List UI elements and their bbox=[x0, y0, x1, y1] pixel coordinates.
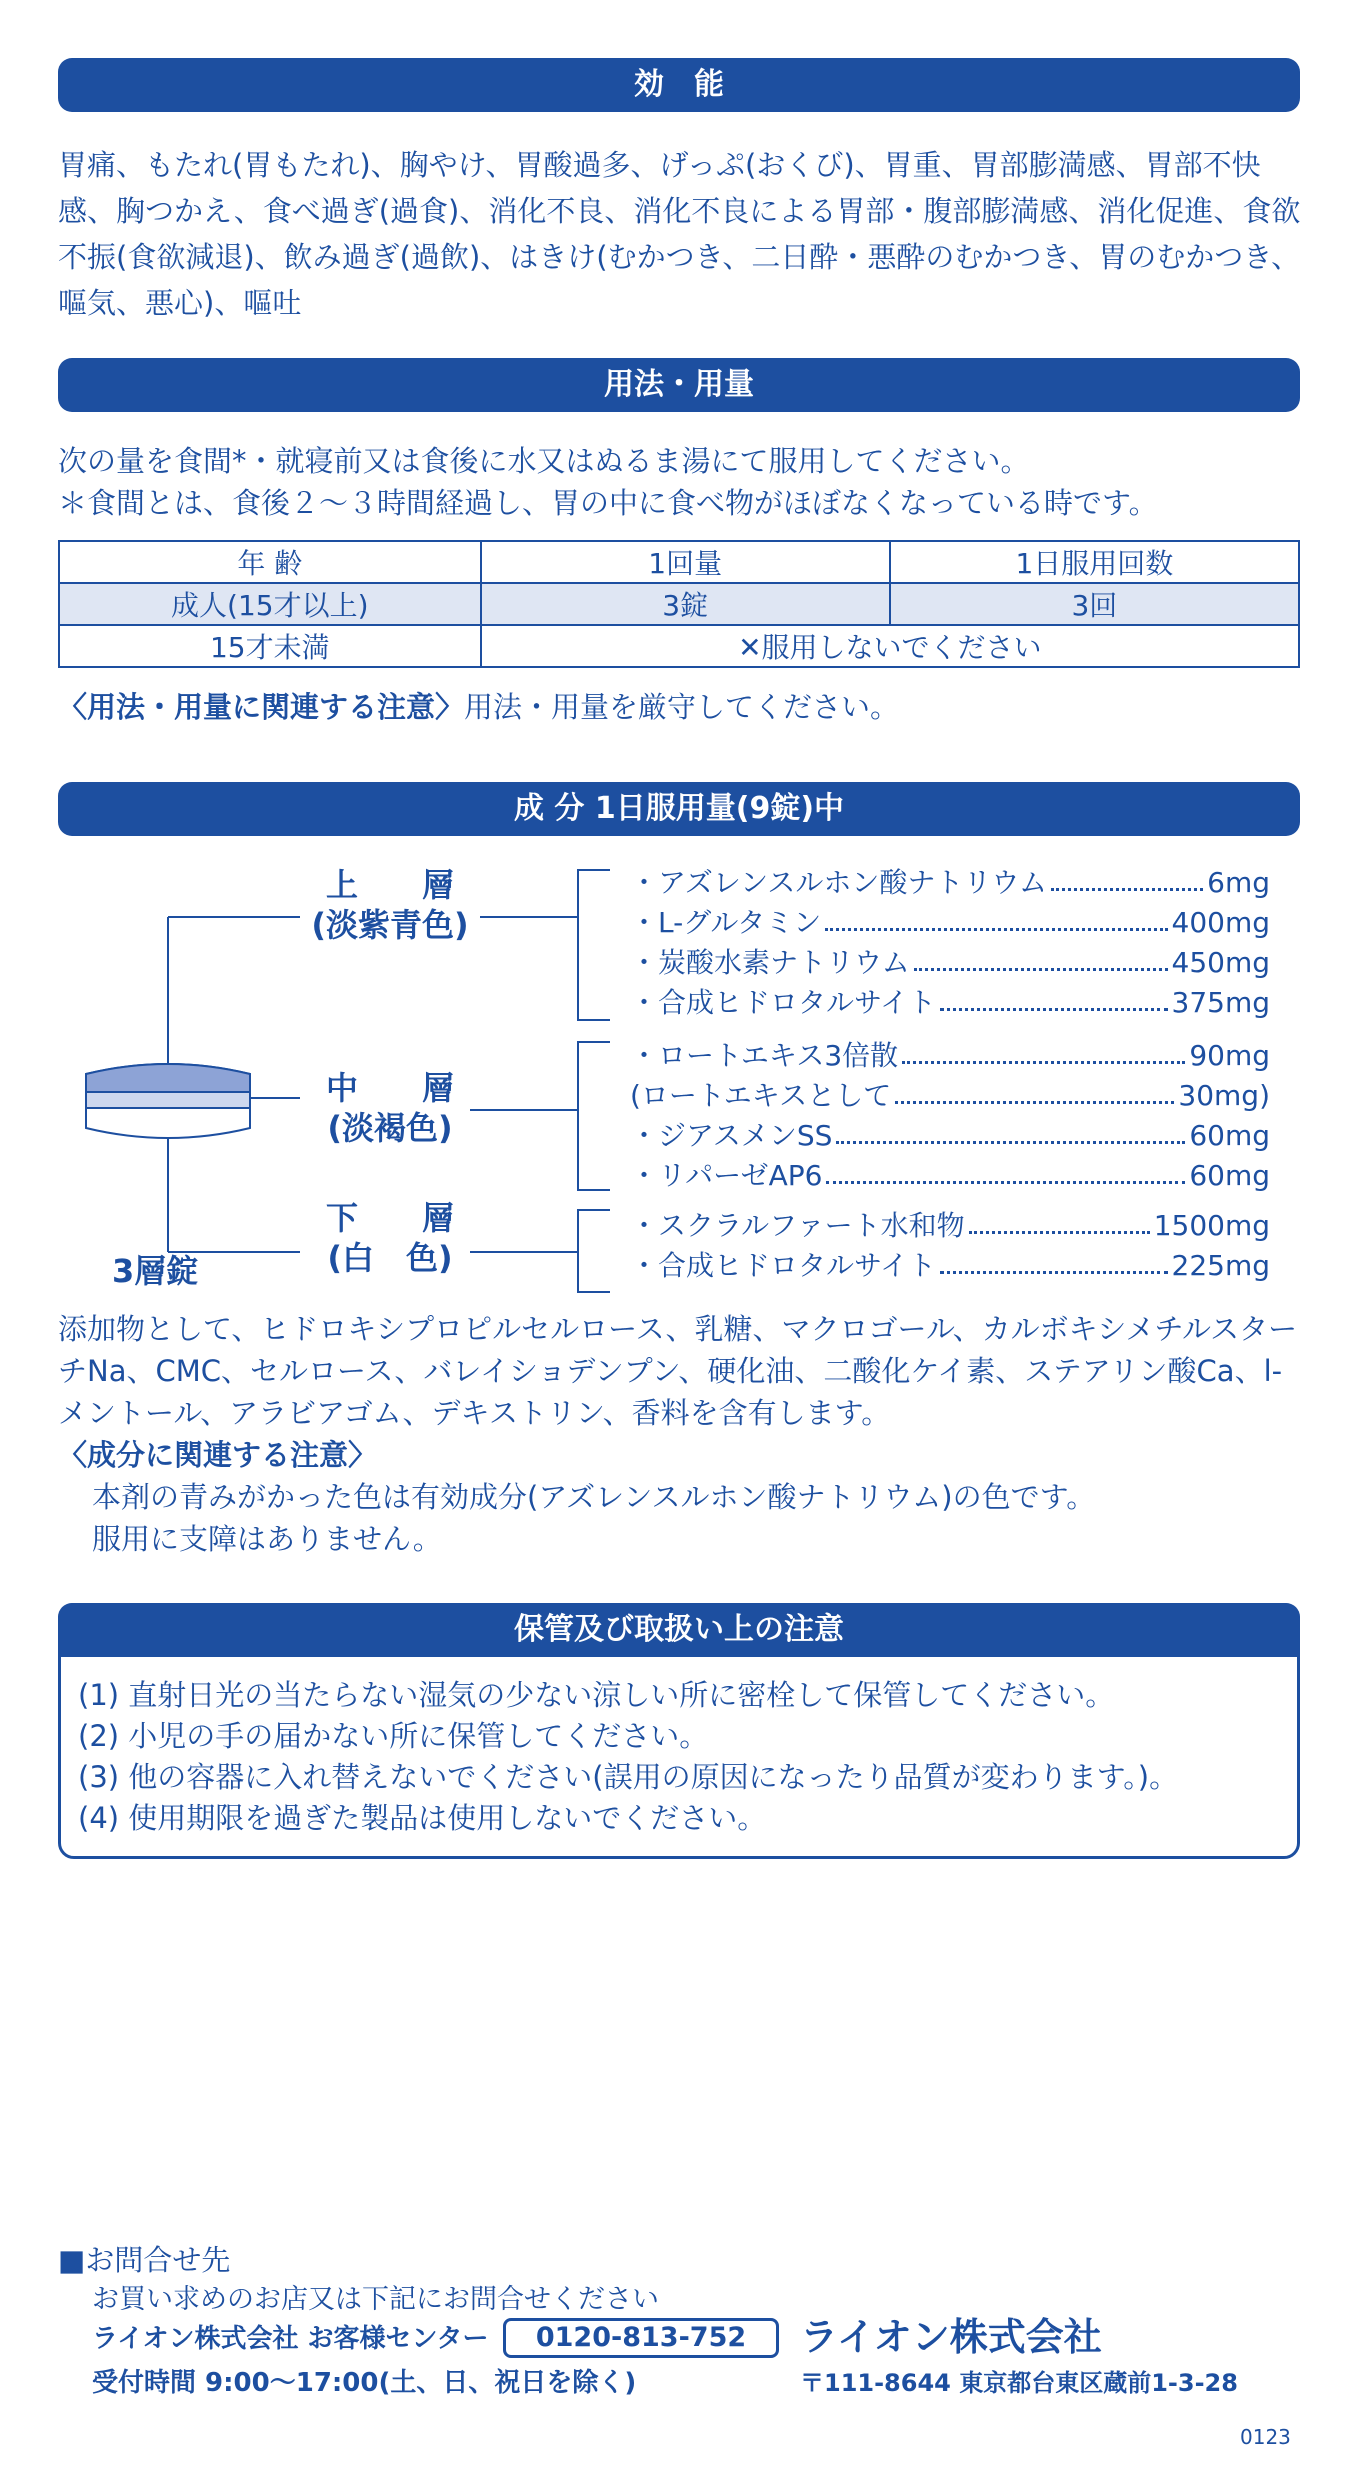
table-header-row bbox=[59, 541, 1299, 583]
table-cell-not-allowed: ✕服用しないでください bbox=[481, 625, 1299, 667]
ingredients-caution-line1: 本剤の青みがかった色は有効成分(アズレンスルホン酸ナトリウム)の色です。 bbox=[92, 1480, 1096, 1514]
ingredient-row: ・ジアスメンSS 60mg bbox=[630, 1116, 1270, 1156]
contact-heading: ■お問合せ先 bbox=[58, 2243, 231, 2277]
table-header-frequency: 1日服用回数 bbox=[890, 541, 1299, 583]
storage-item: (3) 他の容器に入れ替えないでください(誤用の原因になったり品質が変わります。)。 bbox=[78, 1760, 1179, 1794]
additives-text: 添加物として、ヒドロキシプロピルセルロース、乳糖、マクロゴール、カルボキシメチルスターチNa、CMC、セルロース、バレイショデンプン、硬化油、二酸化ケイ素、ステアリン酸Ca、l-メントール、アラビアゴム、デキストリン、香料を含有します。 bbox=[58, 1312, 1298, 1430]
efficacy-text: 胃痛、もたれ(胃もたれ)、胸やけ、胃酸過多、げっぷ(おくび)、胃重、胃部膨満感、胃部不快感、胸つかえ、食べ過ぎ(過食)、消化不良、消化不良による胃部・腹部膨満感、消化促進、食欲不振(食欲減退)、飲み過ぎ(過飲)、はきけ(むかつき、二日酔・悪酔のむかつき、胃のむかつき、嘔気、悪心)、嘔吐 bbox=[58, 148, 1301, 320]
ingredient-row: ・L-グルタミン 400mg bbox=[630, 903, 1270, 943]
reception-hours: 受付時間 9:00〜17:00(土、日、祝日を除く) bbox=[92, 2368, 637, 2398]
upper-layer-label: 上 層 (淡紫青色) bbox=[311, 866, 469, 944]
efficacy-header: 効 能 bbox=[58, 58, 1300, 112]
storage-header: 保管及び取扱い上の注意 bbox=[58, 1603, 1300, 1657]
usage-caution-text: 用法・用量を厳守してください。 bbox=[464, 690, 900, 724]
company-logo-text: ライオン株式会社 bbox=[800, 2315, 1102, 2359]
usage-instruction: 次の量を食間*・就寝前又は食後に水又はぬるま湯にて服用してください。 bbox=[58, 444, 1030, 478]
ingredients-caution-line2: 服用に支障はありません。 bbox=[92, 1522, 442, 1556]
table-row bbox=[59, 625, 1299, 667]
ingredient-row: ・リパーゼAP6 60mg bbox=[630, 1156, 1270, 1196]
ingredient-row: ・合成ヒドロタルサイト 225mg bbox=[630, 1246, 1270, 1286]
ingredient-row: ・炭酸水素ナトリウム 450mg bbox=[630, 943, 1270, 983]
table-cell-age: 成人(15才以上) bbox=[59, 583, 481, 625]
usage-footnote: ＊食間とは、食後２〜３時間経過し、胃の中に食べ物がほぼなくなっている時です。 bbox=[58, 486, 1158, 520]
phone-number[interactable]: 0120-813-752 bbox=[503, 2318, 779, 2358]
lower-layer-label: 下 層 (白 色) bbox=[325, 1199, 454, 1277]
table-cell-dose: 3錠 bbox=[481, 583, 890, 625]
storage-item: (2) 小児の手の届かない所に保管してください。 bbox=[78, 1719, 709, 1753]
document-code: 0123 bbox=[1240, 2425, 1291, 2449]
usage-caution-label: 〈用法・用量に関連する注意〉 bbox=[58, 690, 465, 724]
ingredients-header: 成 分 1日服用量(9錠)中 bbox=[58, 782, 1300, 836]
storage-item: (1) 直射日光の当たらない湿気の少ない涼しい所に密栓して保管してください。 bbox=[78, 1678, 1115, 1712]
table-cell-age: 15才未満 bbox=[59, 625, 481, 667]
tablet-caption: 3層錠 bbox=[112, 1252, 199, 1290]
middle-layer-label: 中 層 (淡褐色) bbox=[325, 1069, 454, 1147]
ingredient-row: ・スクラルファート水和物 1500mg bbox=[630, 1206, 1270, 1246]
table-header-age: 年 齢 bbox=[59, 541, 481, 583]
ingredient-row: (ロートエキスとして 30mg) bbox=[630, 1076, 1270, 1116]
table-header-dose: 1回量 bbox=[481, 541, 890, 583]
dosage-table bbox=[58, 540, 1300, 668]
storage-item: (4) 使用期限を過ぎた製品は使用しないでください。 bbox=[78, 1801, 767, 1835]
usage-header: 用法・用量 bbox=[58, 358, 1300, 412]
ingredient-row: ・アズレンスルホン酸ナトリウム 6mg bbox=[630, 863, 1270, 903]
customer-center-label: ライオン株式会社 お客様センター bbox=[92, 2324, 489, 2354]
company-address: 〒111-8644 東京都台東区蔵前1-3-28 bbox=[800, 2369, 1238, 2397]
table-row bbox=[59, 583, 1299, 625]
contact-instruction: お買い求めのお店又は下記にお問合せください bbox=[92, 2284, 659, 2315]
table-cell-frequency: 3回 bbox=[890, 583, 1299, 625]
ingredient-row: ・ロートエキス3倍散 90mg bbox=[630, 1036, 1270, 1076]
ingredients-caution-label: 〈成分に関連する注意〉 bbox=[58, 1438, 378, 1472]
ingredient-row: ・合成ヒドロタルサイト 375mg bbox=[630, 983, 1270, 1023]
